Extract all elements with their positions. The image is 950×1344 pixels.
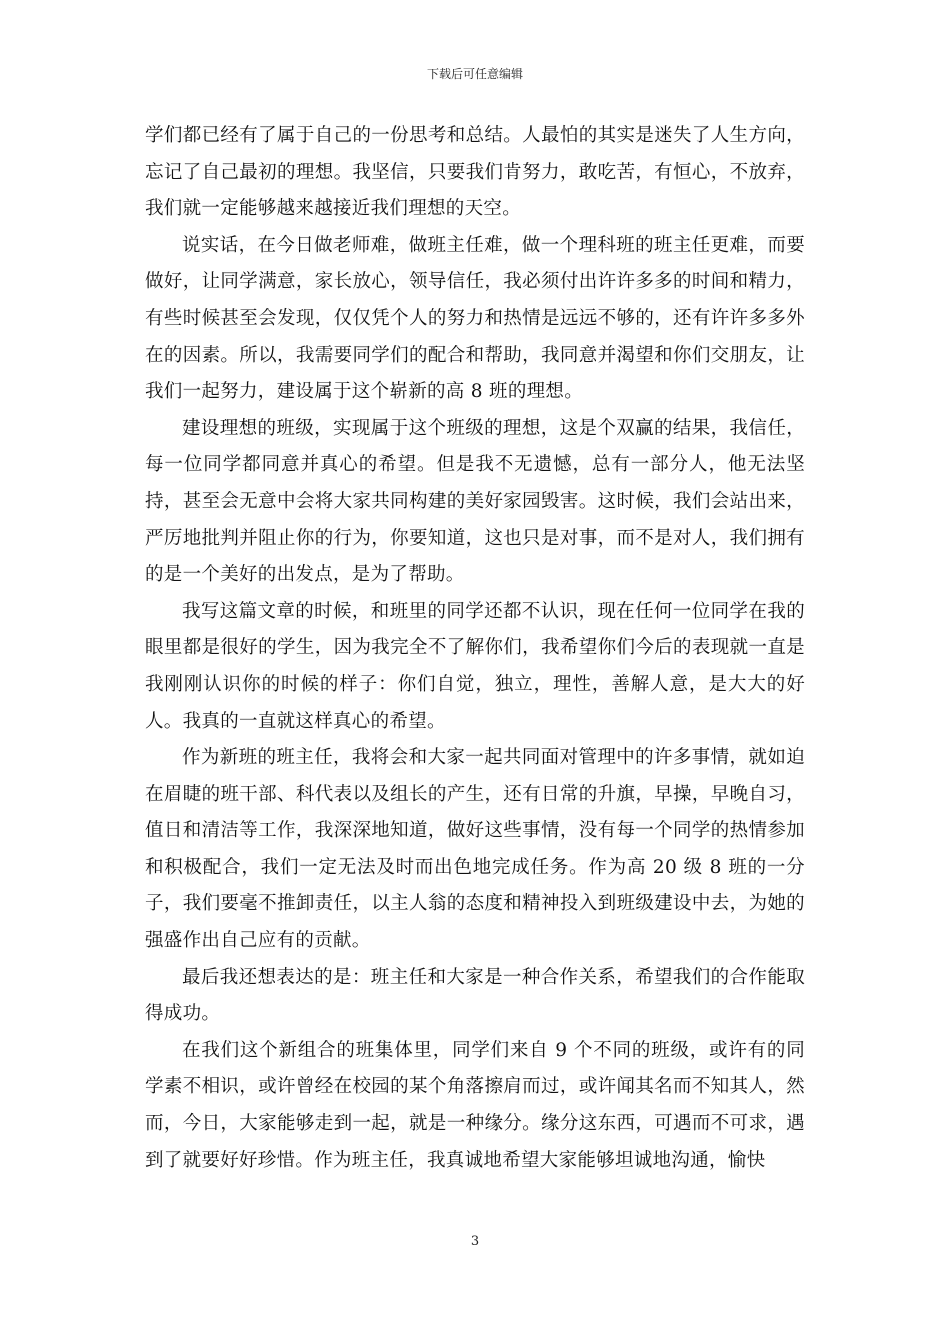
paragraph: 建设理想的班级，实现属于这个班级的理想，这是个双赢的结果，我信任，每一位同学都同意并真心的希望。但是我不无遗憾，总有一部分人，他无法坚持，甚至会无意中会将大家共同构建的美好家园毁害。这时候，我们会站出来，严厉地批判并阻止你的行为，你要知道，这也只是对事，而不是对人，我们拥有的是一个美好的出发点，是为了帮助。: [145, 417, 805, 586]
paragraph: 作为新班的班主任，我将会和大家一起共同面对管理中的许多事情，就如迫在眉睫的班干部、科代表以及组长的产生，还有日常的升旗，早操，早晚自习，值日和清洁等工作，我深深地知道，做好这些事情，没有每一个同学的热情参加和积极配合，我们一定无法及时而出色地完成任务。作为高 20 级 8 班的一分子，我们要毫不推卸责任，以主人翁的态度和精神投入到班级建设中去，为她的强盛作出自己应有的贡献。: [145, 747, 805, 952]
paragraph: 说实话，在今日做老师难，做班主任难，做一个理科班的班主任更难，而要做好，让同学满意，家长放心，领导信任，我必须付出许许多多的时间和精力，有些时候甚至会发现，仅仅凭个人的努力和热情是远远不够的，还有许许多多外在的因素。所以，我需要同学们的配合和帮助，我同意并渴望和你们交朋友，让我们一起努力，建设属于这个崭新的高 8 班的理想。: [145, 234, 805, 403]
paragraph: 我写这篇文章的时候，和班里的同学还都不认识，现在任何一位同学在我的眼里都是很好的学生，因为我完全不了解你们，我希望你们今后的表现就一直是我刚刚认识你的时候的样子：你们自觉，独立，理性，善解人意，是大大的好人。我真的一直就这样真心的希望。: [145, 600, 805, 732]
paragraph: 最后我还想表达的是：班主任和大家是一种合作关系，希望我们的合作能取得成功。: [145, 966, 805, 1025]
paragraph: 在我们这个新组合的班集体里，同学们来自 9 个不同的班级，或许有的同学素不相识，或许曾经在校园的某个角落擦肩而过，或许闻其名而不知其人，然而，今日，大家能够走到一起，就是一种缘分。缘分这东西，可遇而不可求，遇到了就要好好珍惜。作为班主任，我真诚地希望大家能够坦诚地沟通，愉快: [145, 1039, 805, 1171]
page-header: 下载后可任意编辑: [426, 67, 523, 81]
paragraph-continued: 学们都已经有了属于自己的一份思考和总结。人最怕的其实是迷失了人生方向，忘记了自己最初的理想。我坚信，只要我们肯努力，敢吃苦，有恒心，不放弃，我们就一定能够越来越接近我们理想的天空。: [145, 125, 805, 220]
document-body: [145, 118, 805, 1179]
page-number: 3: [470, 1234, 480, 1249]
